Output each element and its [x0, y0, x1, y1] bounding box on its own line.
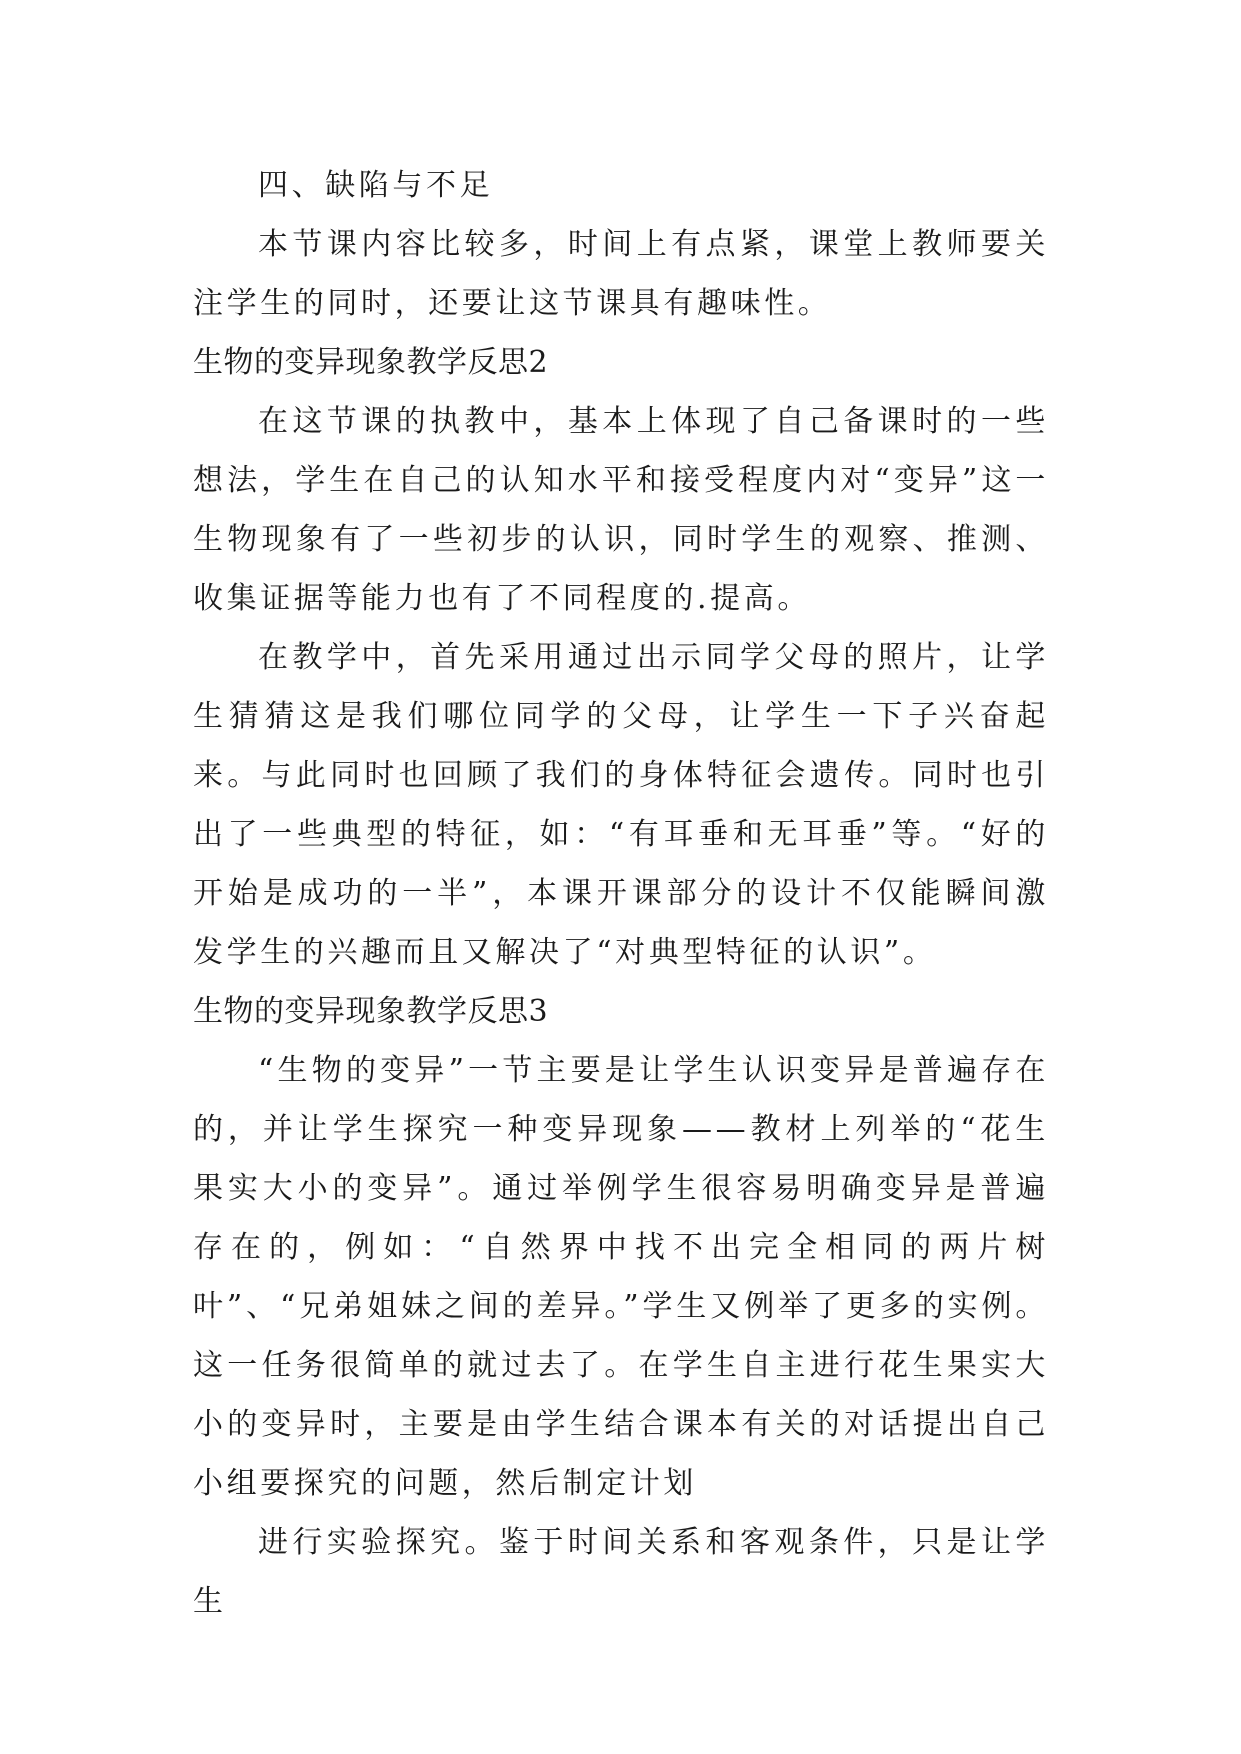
reflection-2-title: 生物的变异现象教学反思2 [193, 345, 549, 380]
section-four-body: 本节课内容比较多，时间上有点紧，课堂上教师要关注学生的同时，还要让这节课具有趣味性。 [193, 227, 1049, 321]
reflection-2-paragraph-2: 在教学中，首先采用通过出示同学父母的照片，让学生猜猜这是我们哪位同学的父母，让学生一下子兴奋起来。与此同时也回顾了我们的身体特征会遗传。同时也引出了一些典型的特征，如：“有耳垂和无耳垂”等。“好的开始是成功的一半”，本课开课部分的设计不仅能瞬间激发学生的兴趣而且又解决了“对典型特征的认识”。 [193, 640, 1049, 970]
reflection-3-title: 生物的变异现象教学反思3 [193, 994, 549, 1029]
reflection-2-paragraph-1: 在这节课的执教中，基本上体现了自己备课时的一些想法，学生在自己的认知水平和接受程度内对“变异”这一生物现象有了一些初步的认识，同时学生的观察、推测、收集证据等能力也有了不同程度的.提高。 [193, 404, 1049, 616]
reflection-3-paragraph-1: “生物的变异”一节主要是让学生认识变异是普遍存在的，并让学生探究一种变异现象——教材上列举的“花生果实大小的变异”。通过举例学生很容易明确变异是普遍存在的，例如：“自然界中找不出完全相同的两片树叶”、“兄弟姐妹之间的差异。”学生又例举了更多的实例。这一任务很简单的就过去了。在学生自主进行花生果实大小的变异时，主要是由学生结合课本有关的对话提出自己小组要探究的问题，然后制定计划 [193, 1053, 1049, 1501]
section-four-heading: 四、缺陷与不足 [258, 168, 494, 203]
reflection-3-paragraph-2: 进行实验探究。鉴于时间关系和客观条件，只是让学生 [193, 1525, 1049, 1619]
document-body [193, 156, 1049, 1631]
